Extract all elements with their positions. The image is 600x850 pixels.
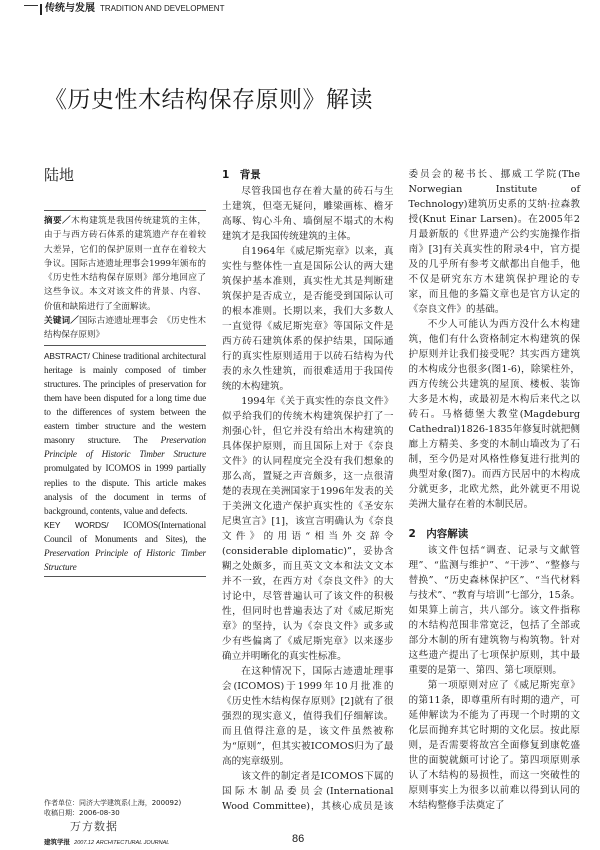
abstract-en-italic: Preservation Principle of Historic Timber Structure <box>44 435 206 460</box>
paragraph: 第一项原则对应了《威尼斯宪章》的第11条，即尊重所有时期的遗产，可延伸解读为不能为了再现一个时期的文化层而抛弃其它时期的文化层。按此原则，是否需要将故宫全面修复到康乾盛世的面貌就颇可讨论了。第四项原则承认了木结构的易损性，而这一突破性的原则事实上为很多以前难以得到认同的木结构整修手法奠定了 <box>408 680 580 811</box>
paragraph: 不少人可能认为西方没什么木构建筑，他们有什么资格制定木构建筑的保护原则并让我们接受呢？其实西方建筑的木构成分也很多(图1-6)，除梁柱外，西方传统公共建筑的屋顶、楼板、装饰大多是木构，或最初是木构后来代之以砖石。马格德堡大教堂(Magdeburg Cathedral)1826-1835年修复时就把侧廊上方精美、多变的木制山墙改为了石制，至今仍是对风格性修复进行批判的典型对象(图7)。而西方民居中的木构成分就更多，北欧尤然，此外就更不用说美洲大量存在着的木制民居。 <box>408 319 580 510</box>
journal-issue: 2007.12 <box>74 840 95 846</box>
paragraph: 该文件的制定者是ICOMOS下属的国际木制品委员会(International Wood Committee)，其核心成员是该委员会的秘书长、挪威工学院(The Norwegian Institute of Technology)建筑历史系的艾纳·拉森教授(Knut Einar Larsen)。在2005年2月最新版的《世界遗产公约实施操作指南》[3]有关真实性的附录4中，官方提及的几乎所有参考文献都出自他手，他不仅是研究东方木建筑保护理论的专家，而且他的多篇文章也是官方认定的《奈良文件》的基础。 <box>222 169 580 812</box>
section-2-heading: 2 内容解读 <box>408 528 469 540</box>
page-number: 86 <box>292 833 305 845</box>
keywords-cn <box>44 314 206 343</box>
abstract-bottom-rule <box>44 576 206 577</box>
keywords-cn-text: 国际古迹遗址理事会 《历史性木结构保存原则》 <box>44 316 206 341</box>
paragraph: 自1964年《威尼斯宪章》以来，真实性与整体性一直是国际公认的两大建筑保护基本准则，真实性尤其是判断建筑保护是否成立，是否能受到国际认可的根本准则。长期以来，我们大多数人一直觉得《威尼斯宪章》等国际文件是西方砖石建筑体系的保护结果，国际通行的真实性原则适用于以砖石结构为代表的永久性建筑，而很难适用于我国传统的木构建筑。 <box>222 246 394 392</box>
abstract-mid-rule <box>44 345 206 346</box>
author-name: 陆地 <box>44 166 75 184</box>
abstract-en-text-2: promulgated by ICOMOS in 1999 partially replies to the dispute. This article makes analysis of the document in terms of background, contents, value and defects. <box>44 463 206 516</box>
abstract-cn-label: 摘要／ <box>44 216 72 226</box>
journal-name-en: ARCHITECTURAL JOURNAL <box>96 840 170 846</box>
keywords-en <box>44 518 206 574</box>
watermark: 万方数据 <box>70 820 118 833</box>
paragraph: 在这种情况下，国际古迹遗址理事会(ICOMOS)于1999年10月批准的《历史性木结构保存原则》[2]就有了很强烈的现实意义，值得我们仔细解读。而且值得注意的是，该文件虽然被称为“原则”，但其实被ICOMOS归为了最高的宪章级别。 <box>222 666 394 767</box>
abstract-block <box>44 208 206 580</box>
abstract-en <box>44 349 206 518</box>
article-title: 《历史性木结构保存原则》解读 <box>44 87 373 113</box>
abstract-en-text-1: Chinese traditional architectural heritage is mainly composed of timber structures. The principles of preservation for them have been disputed for a long time due to the differences of system between the eastern timber structure and the western masonry structure. The <box>44 350 206 446</box>
abstract-top-rule <box>44 210 206 211</box>
section-name-en: TRADITION AND DEVELOPMENT <box>100 4 225 13</box>
body-columns <box>222 167 580 825</box>
abstract-en-label: ABSTRACT/ <box>44 350 90 361</box>
article-meta <box>44 798 181 818</box>
keywords-en-text: ICOMOS(International Council of Monuments and Sites), the <box>44 519 206 544</box>
abstract-cn <box>44 214 206 314</box>
header-rule <box>24 5 38 6</box>
running-header <box>24 3 224 15</box>
journal-name-cn: 建筑学报 <box>44 838 70 846</box>
abstract-cn-text: 木构建筑是我国传统建筑的主体，由于与西方砖石体系的建筑遗产存在着较大差异，它们的保护原则一直存在着较大争议。国际古迹遗址理事会1999年颁布的《历史性木结构保存原则》部分地回应了这些争议。本文对该文件的背景、内容、价值和缺陷进行了全面解读。 <box>44 216 206 312</box>
received-date: 收稿日期：2006-08-30 <box>44 809 120 817</box>
header-bar <box>40 4 42 15</box>
keywords-cn-label: 关键词／ <box>44 316 80 327</box>
paragraph: 尽管我国也存在着大量的砖石与生土建筑，但毫无疑问，雕梁画栋、檐牙高啄、钩心斗角、墙倒屋不塌式的木构建筑才是我国传统建筑的主体。 <box>222 186 394 242</box>
section-name-cn: 传统与发展 <box>45 3 95 14</box>
journal-footer <box>44 838 169 848</box>
keywords-en-label: KEY WORDS/ <box>44 519 109 530</box>
paragraph: 1994年《关于真实性的奈良文件》似乎给我们的传统木构建筑保护打了一剂强心针，但它并没有给出木构建筑的具体保护原则，而且国际上对于《奈良文件》的认同程度完全没有我们想象的那么高，置疑之声音颇多，这一点很清楚的表现在美洲国家于1996年发表的关于美洲文化遗产保护真实性的《圣安东尼奥宣言》[1]，该宣言明确认为《奈良文件》的用语“相当外交辞令(considerable diplomatic)”，妥协含糊之处颇多，而且英文文本和法文文本并不一致，在西方对《奈良文件》的大讨论中，尽管普遍认可了该文件的积极性，但同时也普遍表达了对《威尼斯宪章》的坚持，认为《奈良文件》或多或少有些偏离了《威尼斯宪章》以来逐步确立并明晰化的真实性标准。 <box>222 396 394 662</box>
section-1-heading: 1 背景 <box>222 169 261 181</box>
keywords-en-italic: Preservation Principle of Historic Timber Structure <box>44 547 206 573</box>
section-gap <box>409 512 581 526</box>
affiliation: 作者单位：同济大学建筑系(上海，200092) <box>44 799 182 807</box>
paragraph: 该文件包括“调查、记录与文献管理”、“监测与维护”、“干涉”、“整修与替换”、“历史森林保护区”、“当代材料与技术”、“教育与培训”七部分，15条。如果算上前言，共八部分。该文件指称的木结构范围非常宽泛，包括了全部或部分木制的所有建筑物与构筑物。针对这些遗产提出了七项保护原则，其中最重要的是第一、第四、第七项原则。 <box>408 545 580 676</box>
